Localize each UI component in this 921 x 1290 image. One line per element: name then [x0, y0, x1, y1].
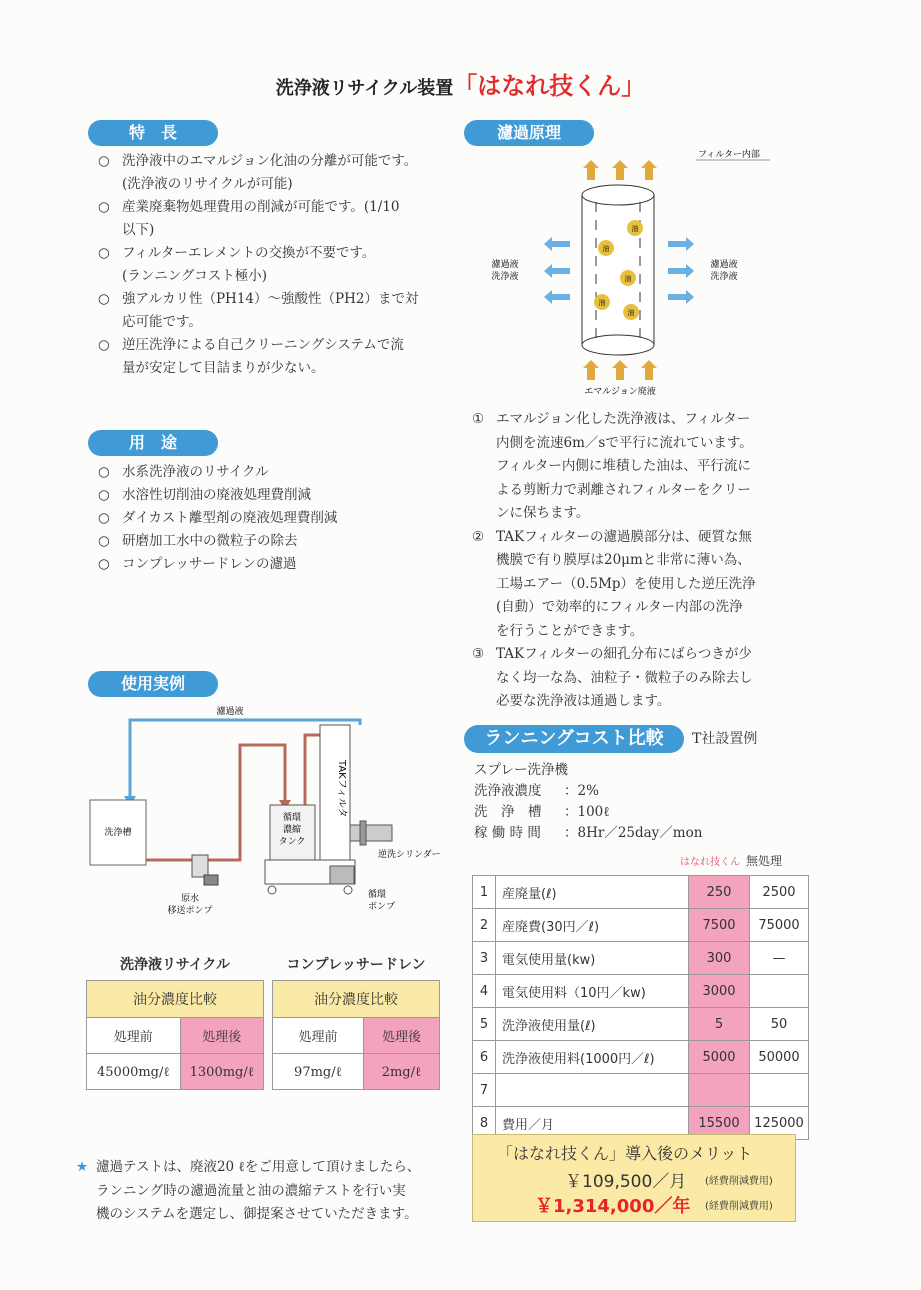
use-item: ○ コンプレッサードレンの濾過	[98, 553, 468, 576]
principle-line: 必要な洗浄液は通過します。	[496, 693, 671, 709]
feature-line: (ランニングコスト極小)	[122, 268, 267, 284]
row-value-none: 50	[750, 1008, 809, 1041]
row-label: 洗浄液使用量(ℓ)	[496, 1008, 689, 1041]
cond-value: ：8Hr／25day／mon	[564, 825, 703, 841]
row-label: 電気使用料（10円／kw)	[496, 975, 689, 1008]
note-line: 機のシステムを選定し、御提案させていただきます。	[96, 1206, 418, 1222]
row-value-hanare: 300	[689, 942, 750, 975]
cond-label: 洗浄液濃度	[474, 783, 542, 799]
row-value-hanare: 5	[689, 1008, 750, 1041]
svg-text:油: 油	[598, 299, 606, 307]
row-label: 洗浄液使用料(1000円／ℓ)	[496, 1041, 689, 1074]
use-item: ○ ダイカスト離型剤の廃液処理費削減	[98, 507, 468, 530]
raw-pump-shape	[192, 855, 208, 877]
backwash-cylinder	[350, 825, 392, 841]
principle-number: ③	[472, 646, 485, 662]
row-label: 産廃量(ℓ)	[496, 876, 689, 909]
right-label-2: 洗浄液	[710, 272, 738, 282]
principle-line: なく均一な為、油粒子・微粒子のみ除去し	[496, 669, 753, 686]
row-number: 3	[473, 942, 496, 975]
col1-header: はなれ技くん	[680, 857, 740, 868]
row-label	[496, 1074, 689, 1107]
top-arrows	[583, 160, 657, 180]
title-text: 洗浄液リサイクル装置	[275, 78, 454, 99]
row-number: 8	[473, 1107, 496, 1140]
row-number: 6	[473, 1041, 496, 1074]
principle-line: TAKフィルターの濾過膜部分は、硬質な無	[496, 528, 752, 545]
table-row	[473, 1008, 809, 1041]
row-value-none: —	[750, 942, 809, 975]
after-label: 処理後	[363, 1018, 439, 1054]
example-heading: 使用実例	[88, 671, 218, 697]
circ-tank-label-2: 濃縮	[282, 825, 302, 835]
uses-list	[98, 461, 468, 576]
row-value-hanare: 250	[689, 876, 750, 909]
feature-item	[98, 288, 468, 334]
process-diagram	[80, 700, 470, 920]
merit-yearly: ￥1,314,000／年	[535, 1196, 691, 1217]
row-label: 産廃費(30円／ℓ)	[496, 909, 689, 942]
merit-title: 「はなれ技くん」導入後のメリット	[497, 1144, 753, 1163]
comparison-header: 油分濃度比較	[87, 981, 264, 1018]
svg-text:油: 油	[602, 245, 610, 253]
after-label: 処理後	[180, 1018, 263, 1054]
principle-line: エマルジョン化した洗浄液は、フィルター	[496, 411, 751, 427]
running-cost-table	[472, 875, 809, 1140]
principle-heading: 濾過原理	[464, 120, 594, 146]
note-line: 濾過テストは、廃液20 ℓをご用意して頂けましたら、	[96, 1159, 421, 1175]
row-number: 2	[473, 909, 496, 942]
merit-yearly-note: (経費削減費用)	[705, 1201, 773, 1212]
row-number: 4	[473, 975, 496, 1008]
circ-tank-label-1: 循環	[282, 813, 302, 823]
feature-line: ○ 洗浄液中のエマルジョン化油の分離が可能です。	[122, 153, 418, 169]
principle-line: を行うことができます。	[496, 622, 644, 639]
principle-item	[472, 526, 802, 644]
feature-line: 量が安定して目詰まりが少ない。	[122, 360, 325, 376]
principle-line: フィルター内側に堆積した油は、平行流に	[496, 458, 751, 474]
row-value-none: 50000	[750, 1041, 809, 1074]
backwash-label: 逆洗シリンダー	[378, 850, 441, 860]
circ-pump-label-2: ポンプ	[368, 902, 396, 912]
feature-line: (洗浄液のリサイクルが可能)	[122, 176, 293, 192]
row-value-none: 125000	[750, 1107, 809, 1140]
cond-label: 洗 浄 槽	[474, 804, 542, 820]
row-value-hanare	[689, 1074, 750, 1107]
row-value-none: 75000	[750, 909, 809, 942]
principle-line: ンに保ちます。	[496, 505, 590, 521]
use-item: ○ 水系洗浄液のリサイクル	[98, 461, 468, 484]
feature-line: 以下)	[122, 222, 155, 238]
use-item: ○ 研磨加工水中の微粒子の除去	[98, 530, 468, 553]
row-label: 電気使用量(kw)	[496, 942, 689, 975]
after-value: 1300mg/ℓ	[180, 1054, 263, 1090]
bottom-label: エマルジョン廃液	[584, 387, 656, 397]
svg-text:油: 油	[631, 225, 639, 233]
row-number: 7	[473, 1074, 496, 1107]
table-row	[473, 1074, 809, 1107]
feature-line: ○ 産業廃棄物処理費用の削減が可能です。(1/10	[122, 199, 400, 215]
principle-number: ①	[472, 411, 485, 427]
row-number: 5	[473, 1008, 496, 1041]
merit-monthly: ￥109,500／月	[565, 1172, 687, 1192]
tak-filter-label: TAKフィルタ	[336, 760, 347, 818]
feature-line: ○ 強アルカリ性（PH14）～強酸性（PH2）まで対	[122, 291, 419, 307]
running-cost-heading: ランニングコスト比較	[464, 725, 684, 753]
raw-pump-label-1: 原水	[180, 894, 200, 904]
after-value: 2mg/ℓ	[363, 1054, 439, 1090]
bottom-arrows	[583, 360, 657, 380]
row-value-hanare: 5000	[689, 1041, 750, 1074]
filtrate-label: 濾過液	[216, 707, 244, 717]
features-heading: 特 長	[88, 120, 218, 146]
circ-pump-shape	[330, 866, 354, 884]
svg-text:油: 油	[624, 275, 632, 283]
row-value-none	[750, 975, 809, 1008]
row-number: 1	[473, 876, 496, 909]
principle-line: 内側を流速6m／sで平行に流れています。	[496, 434, 753, 451]
comparison-title-2: コンプレッサードレン	[286, 957, 426, 973]
comparison-table-1	[86, 980, 264, 1090]
circ-pump-label-1: 循環	[368, 890, 387, 900]
principle-line: (自動）で効率的にフィルター内部の洗浄	[496, 599, 743, 615]
before-value: 97mg/ℓ	[273, 1054, 364, 1090]
feature-item	[98, 242, 468, 288]
note-line: ランニング時の濾過流量と油の濃縮テストを行い実	[96, 1182, 406, 1199]
row-value-none	[750, 1074, 809, 1107]
merit-monthly-note: (経費削減費用)	[705, 1176, 773, 1187]
feature-line: 応可能です。	[122, 314, 202, 330]
principle-line: よる剪断力で剥離されフィルターをクリー	[496, 481, 751, 498]
features-list	[98, 150, 468, 380]
before-label: 処理前	[87, 1018, 181, 1054]
table-row	[473, 1041, 809, 1074]
filter-diagram	[470, 140, 800, 400]
comparison-title-1: 洗浄液リサイクル	[119, 957, 231, 973]
table-row	[473, 942, 809, 975]
col2-header: 無処理	[746, 854, 783, 868]
table-row	[473, 909, 809, 942]
feed-pipe	[146, 745, 285, 860]
table-row	[473, 975, 809, 1008]
comparison-table-2	[272, 980, 440, 1090]
feature-item	[98, 196, 468, 242]
before-label: 処理前	[273, 1018, 364, 1054]
use-item: ○ 水溶性切削油の廃液処理費削減	[98, 484, 468, 507]
right-label-1: 濾過液	[710, 260, 738, 270]
row-value-hanare: 15500	[689, 1107, 750, 1140]
principle-item	[472, 643, 802, 714]
feature-line: ○ 逆圧洗浄による自己クリーニングシステムで流	[122, 337, 404, 353]
machine-name: スプレー洗浄機	[474, 762, 568, 778]
table-row	[473, 876, 809, 909]
comparison-header: 油分濃度比較	[273, 981, 440, 1018]
row-value-hanare: 7500	[689, 909, 750, 942]
conditions-block	[474, 760, 702, 844]
product-name: 「はなれ技くん」	[453, 72, 646, 100]
before-value: 45000mg/ℓ	[87, 1054, 181, 1090]
page-title	[0, 66, 921, 101]
svg-text:油: 油	[627, 309, 635, 317]
principle-line: 機膜で有り膜厚は20μmと非常に薄い為、	[496, 552, 751, 568]
left-label-1: 濾過液	[491, 260, 519, 270]
feature-item	[98, 150, 468, 196]
principle-list	[472, 408, 802, 714]
cond-value: ：100ℓ	[564, 804, 610, 820]
left-label-2: 洗浄液	[491, 272, 519, 282]
merit-box	[472, 1134, 796, 1222]
raw-pump-label-2: 移送ポンプ	[167, 906, 213, 916]
cond-label: 稼 働 時 間	[474, 825, 541, 841]
principle-line: 工場エアー（0.5Mp）を使用した逆圧洗浄	[496, 575, 756, 592]
circ-tank-label-3: タンク	[278, 837, 306, 847]
filter-cylinder	[582, 195, 654, 345]
filter-inside-label: フィルター内部	[698, 150, 760, 160]
row-value-hanare: 3000	[689, 975, 750, 1008]
test-note	[76, 1156, 466, 1227]
row-label: 費用／月	[496, 1107, 689, 1140]
feature-item	[98, 334, 468, 380]
cond-value: ：2%	[564, 783, 599, 799]
feature-line: ○ フィルターエレメントの交換が不要です。	[122, 245, 376, 261]
star-icon: ★	[76, 1159, 89, 1175]
row-value-none: 2500	[750, 876, 809, 909]
uses-heading: 用 途	[88, 430, 218, 456]
principle-item	[472, 408, 802, 526]
principle-number: ②	[472, 528, 485, 545]
running-cost-side-label: T社設置例	[692, 731, 758, 747]
principle-line: TAKフィルターの細孔分布にばらつきが少	[496, 646, 752, 662]
wash-tank-label: 洗浄槽	[104, 828, 132, 838]
